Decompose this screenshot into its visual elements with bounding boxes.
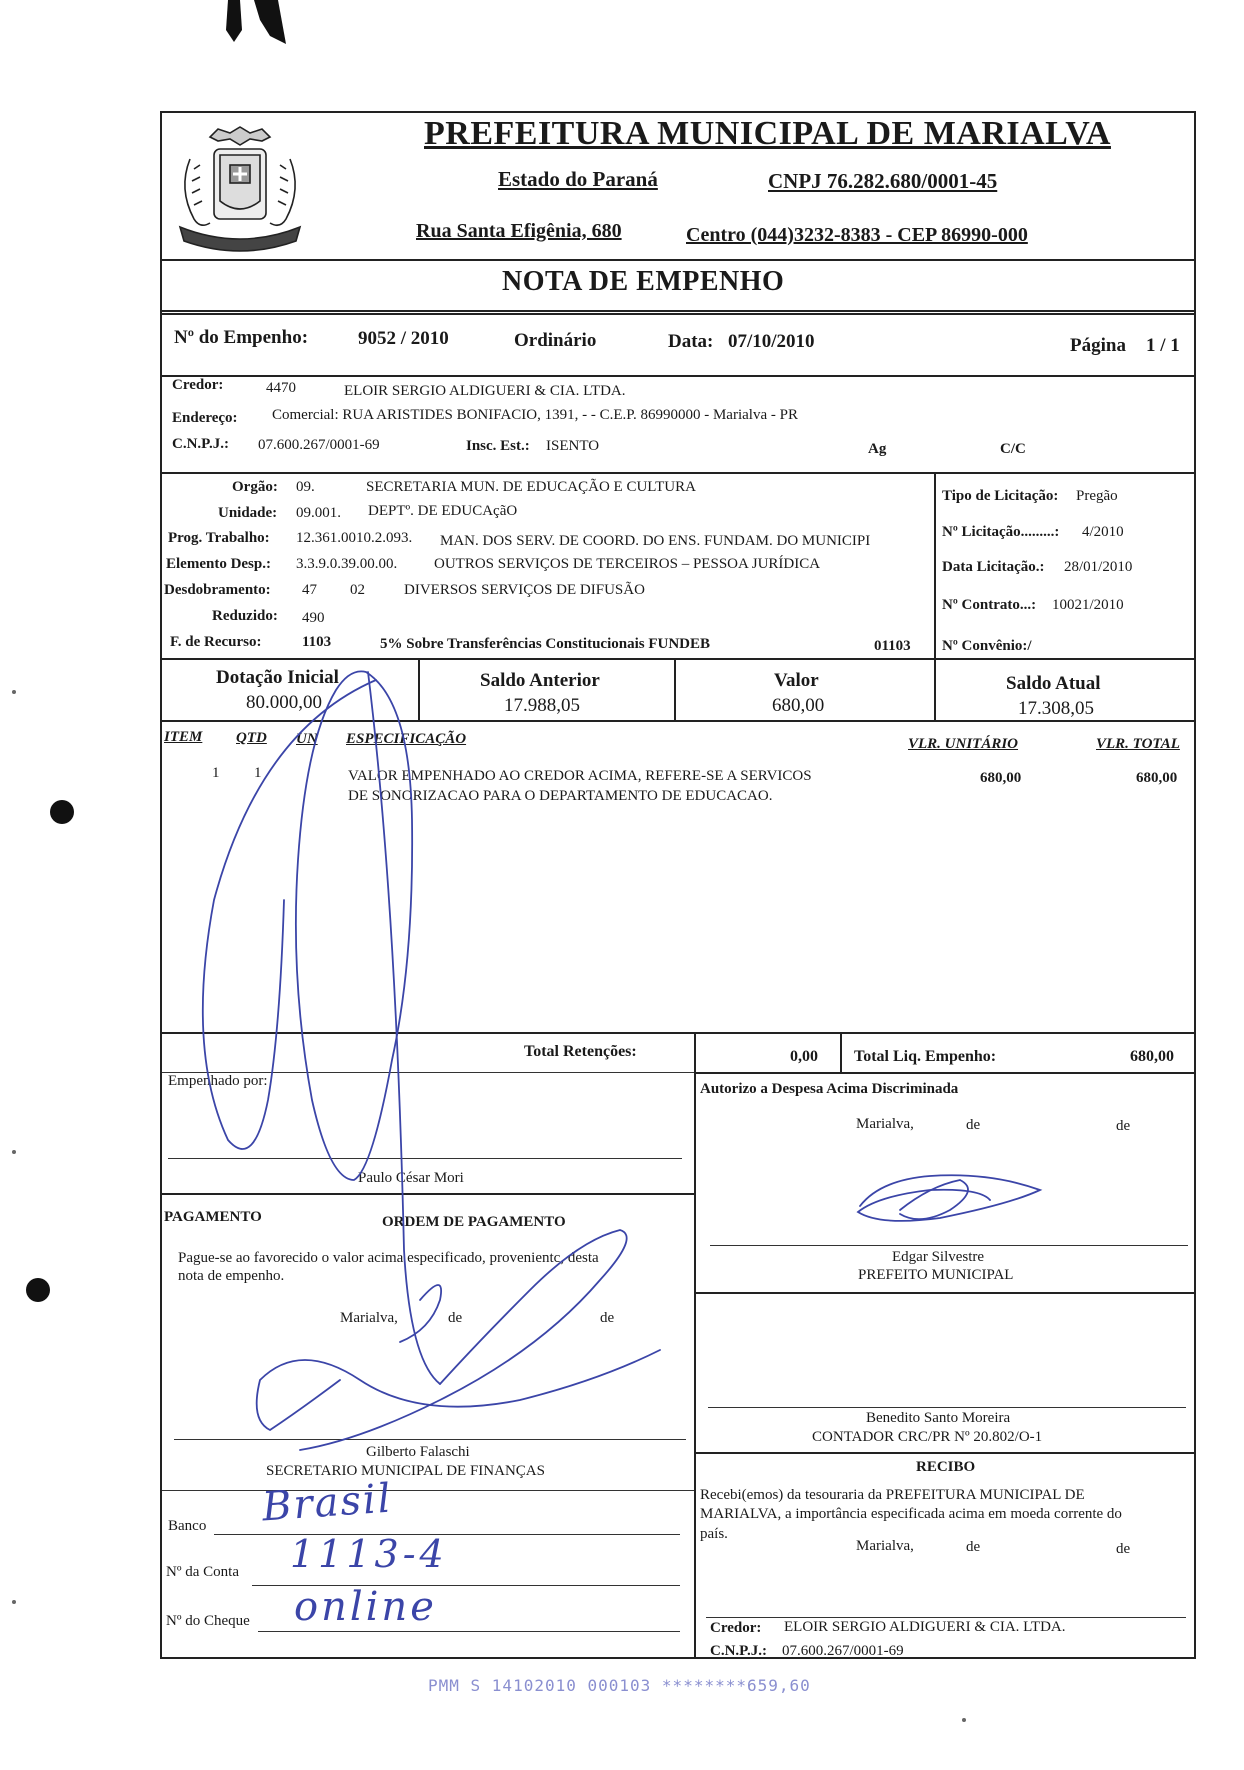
secretario-name: Gilberto Falaschi bbox=[366, 1444, 470, 1460]
recibo-text-line2: MARIALVA, a importância especificada acima em moeda corrente do bbox=[700, 1506, 1122, 1522]
page-label: Página bbox=[1070, 335, 1126, 356]
recibo-cnpj-value: 07.600.267/0001-69 bbox=[782, 1643, 904, 1659]
pagamento-label: PAGAMENTO bbox=[164, 1209, 262, 1225]
prefeito-role: PREFEITO MUNICIPAL bbox=[858, 1267, 1014, 1283]
recibo-text-line1: Recebi(emos) da tesouraria da PREFEITURA MUNICIPAL DE bbox=[700, 1487, 1085, 1503]
pague-text-line2: nota de empenho. bbox=[178, 1268, 285, 1284]
district-phone-cep: Centro (044)3232-8383 - CEP 86990-000 bbox=[686, 224, 1028, 246]
ordem-pagamento-label: ORDEM DE PAGAMENTO bbox=[382, 1214, 566, 1230]
total-retencoes-label: Total Retenções: bbox=[524, 1043, 637, 1060]
row-spec-line2: DE SONORIZACAO PARA O DEPARTAMENTO DE EDUCACAO. bbox=[348, 788, 773, 804]
total-retencoes-value: 0,00 bbox=[790, 1048, 818, 1065]
recibo-credor-label: Credor: bbox=[710, 1620, 762, 1636]
endereco-value: Comercial: RUA ARISTIDES BONIFACIO, 1391, - - C.E.P. 86990000 - Marialva - PR bbox=[272, 407, 798, 423]
municipality-title: PREFEITURA MUNICIPAL DE MARIALVA bbox=[424, 115, 1111, 152]
data-licitacao-label: Data Licitação.: bbox=[942, 559, 1045, 575]
recibo-text-line3: país. bbox=[700, 1526, 728, 1542]
saldo-anterior-label: Saldo Anterior bbox=[480, 670, 600, 691]
autorizo-de2: de bbox=[1116, 1118, 1131, 1134]
scan-speck bbox=[962, 1718, 966, 1722]
conta-corrente-label: C/C bbox=[1000, 441, 1026, 457]
col-item: ITEM bbox=[164, 729, 203, 745]
row-spec-line1: VALOR EMPENHADO AO CREDOR ACIMA, REFERE-SE A SERVICOS bbox=[348, 768, 812, 784]
cheque-handwritten: online bbox=[294, 1584, 437, 1630]
secretario-role: SECRETARIO MUNICIPAL DE FINANÇAS bbox=[266, 1463, 545, 1479]
row-total-value: 680,00 bbox=[1136, 770, 1178, 786]
date-label: Data: bbox=[668, 331, 714, 352]
recibo-credor-value: ELOIR SERGIO ALDIGUERI & CIA. LTDA. bbox=[784, 1619, 1066, 1635]
recibo-city: Marialva, bbox=[856, 1538, 914, 1554]
pagamento-de2: de bbox=[600, 1310, 615, 1326]
banco-handwritten: Brasil bbox=[260, 1475, 394, 1531]
saldo-atual-value: 17.308,05 bbox=[1018, 698, 1094, 719]
recibo-label: RECIBO bbox=[916, 1459, 976, 1475]
autorizo-de1: de bbox=[966, 1117, 981, 1133]
scan-speck bbox=[12, 690, 16, 694]
contrato-value: 10021/2010 bbox=[1052, 597, 1124, 613]
empenhado-por-label: Empenhado por: bbox=[168, 1073, 268, 1089]
fonte-recurso-code2: 01103 bbox=[874, 638, 911, 654]
fonte-recurso-code: 1103 bbox=[302, 634, 332, 650]
desdobramento-b: 02 bbox=[350, 582, 365, 598]
fonte-recurso-desc: 5% Sobre Transferências Constitucionais FUNDEB bbox=[380, 636, 711, 652]
cheque-label: Nº do Cheque bbox=[166, 1613, 250, 1629]
date-value: 07/10/2010 bbox=[728, 331, 815, 352]
scan-mark bbox=[220, 0, 310, 50]
banco-label: Banco bbox=[168, 1518, 207, 1534]
row-item: 1 bbox=[212, 765, 220, 781]
scan-speck bbox=[12, 1150, 16, 1154]
orgao-label: Orgão: bbox=[232, 479, 278, 495]
street-address: Rua Santa Efigênia, 680 bbox=[416, 220, 622, 242]
tipo-licitacao-value: Pregão bbox=[1076, 488, 1118, 504]
col-un: UN bbox=[296, 731, 318, 747]
convenio-label: Nº Convênio:/ bbox=[942, 638, 1032, 654]
insc-est-value: ISENTO bbox=[546, 438, 600, 454]
empenhado-por-name: Paulo César Mori bbox=[358, 1170, 464, 1186]
coat-of-arms-logo bbox=[170, 119, 310, 261]
credor-name: ELOIR SERGIO ALDIGUERI & CIA. LTDA. bbox=[344, 383, 626, 399]
autorizo-city: Marialva, bbox=[856, 1116, 914, 1132]
saldo-atual-label: Saldo Atual bbox=[1006, 673, 1101, 694]
unidade-desc: DEPTº. DE EDUCAçãO bbox=[368, 503, 518, 519]
conta-label: Nº da Conta bbox=[166, 1564, 239, 1580]
tipo-licitacao-label: Tipo de Licitação: bbox=[942, 488, 1059, 504]
row-unit-value: 680,00 bbox=[980, 770, 1022, 786]
data-licitacao-value: 28/01/2010 bbox=[1064, 559, 1133, 575]
total-liq-label: Total Liq. Empenho: bbox=[854, 1048, 997, 1065]
contador-name: Benedito Santo Moreira bbox=[866, 1410, 1011, 1426]
prog-trabalho-label: Prog. Trabalho: bbox=[168, 530, 270, 546]
empenho-document bbox=[160, 111, 1196, 1659]
cnpj-header: CNPJ 76.282.680/0001-45 bbox=[768, 169, 998, 193]
conta-handwritten: 1113-4 bbox=[290, 1532, 448, 1576]
valor-value: 680,00 bbox=[772, 695, 825, 716]
pagamento-city: Marialva, bbox=[340, 1310, 398, 1326]
licitacao-number-value: 4/2010 bbox=[1082, 524, 1124, 540]
punch-hole-top bbox=[50, 800, 74, 824]
document-title: NOTA DE EMPENHO bbox=[502, 266, 785, 297]
credor-code: 4470 bbox=[266, 380, 296, 396]
row-qtd: 1 bbox=[254, 765, 262, 781]
unidade-label: Unidade: bbox=[218, 505, 278, 521]
insc-est-label: Insc. Est.: bbox=[466, 438, 530, 454]
credor-label: Credor: bbox=[172, 377, 224, 393]
page-value: 1 / 1 bbox=[1146, 335, 1180, 356]
prog-trabalho-code: 12.361.0010.2.093. bbox=[296, 530, 413, 546]
total-liq-value: 680,00 bbox=[1130, 1048, 1174, 1065]
valor-label: Valor bbox=[774, 670, 819, 691]
desdobramento-a: 47 bbox=[302, 582, 317, 598]
licitacao-number-label: Nº Licitação.........: bbox=[942, 524, 1060, 540]
contrato-label: Nº Contrato...: bbox=[942, 597, 1037, 613]
col-vlr-unitario: VLR. UNITÁRIO bbox=[908, 736, 1019, 752]
empenho-number-label: Nº do Empenho: bbox=[174, 327, 309, 348]
recibo-de2: de bbox=[1116, 1541, 1131, 1557]
reduzido-label: Reduzido: bbox=[212, 608, 278, 624]
contador-role: CONTADOR CRC/PR Nº 20.802/O-1 bbox=[812, 1429, 1043, 1445]
dotacao-inicial-value: 80.000,00 bbox=[246, 692, 322, 713]
endereco-label: Endereço: bbox=[172, 410, 238, 426]
recibo-cnpj-label: C.N.P.J.: bbox=[710, 1643, 767, 1659]
footer-stamp: PMM S 14102010 000103 ********659,60 bbox=[428, 1676, 811, 1695]
elemento-desc: OUTROS SERVIÇOS DE TERCEIROS – PESSOA JURÍDICA bbox=[434, 556, 821, 572]
reduzido-value: 490 bbox=[302, 610, 325, 626]
dotacao-inicial-label: Dotação Inicial bbox=[216, 667, 339, 688]
empenho-type: Ordinário bbox=[514, 330, 597, 351]
saldo-anterior-value: 17.988,05 bbox=[504, 695, 580, 716]
desdobramento-label: Desdobramento: bbox=[164, 582, 271, 598]
col-qtd: QTD bbox=[236, 730, 267, 746]
orgao-code: 09. bbox=[296, 479, 315, 495]
state-label: Estado do Paraná bbox=[498, 167, 658, 191]
col-vlr-total: VLR. TOTAL bbox=[1096, 736, 1180, 752]
fonte-recurso-label: F. de Recurso: bbox=[170, 634, 262, 650]
pagamento-de1: de bbox=[448, 1310, 463, 1326]
punch-hole-bottom bbox=[26, 1278, 50, 1302]
orgao-desc: SECRETARIA MUN. DE EDUCAÇÃO E CULTURA bbox=[366, 479, 696, 495]
elemento-label: Elemento Desp.: bbox=[166, 556, 271, 572]
prefeito-name: Edgar Silvestre bbox=[892, 1249, 985, 1265]
pague-text-line1: Pague-se ao favorecido o valor acima especificado, provenientc, desta bbox=[178, 1250, 599, 1266]
cnpj-label: C.N.P.J.: bbox=[172, 436, 229, 452]
agencia-label: Ag bbox=[868, 441, 887, 457]
autorizo-label: Autorizo a Despesa Acima Discriminada bbox=[700, 1081, 959, 1097]
recibo-de1: de bbox=[966, 1539, 981, 1555]
prog-trabalho-desc: MAN. DOS SERV. DE COORD. DO ENS. FUNDAM. DO MUNICIPI bbox=[440, 533, 871, 549]
col-especificacao: ESPECIFICAÇÃO bbox=[346, 731, 467, 747]
scan-speck bbox=[12, 1600, 16, 1604]
cnpj-value: 07.600.267/0001-69 bbox=[258, 437, 380, 453]
empenho-number: 9052 / 2010 bbox=[358, 328, 449, 349]
elemento-code: 3.3.9.0.39.00.00. bbox=[296, 556, 398, 572]
unidade-code: 09.001. bbox=[296, 505, 341, 521]
desdobramento-desc: DIVERSOS SERVIÇOS DE DIFUSÃO bbox=[404, 582, 645, 598]
